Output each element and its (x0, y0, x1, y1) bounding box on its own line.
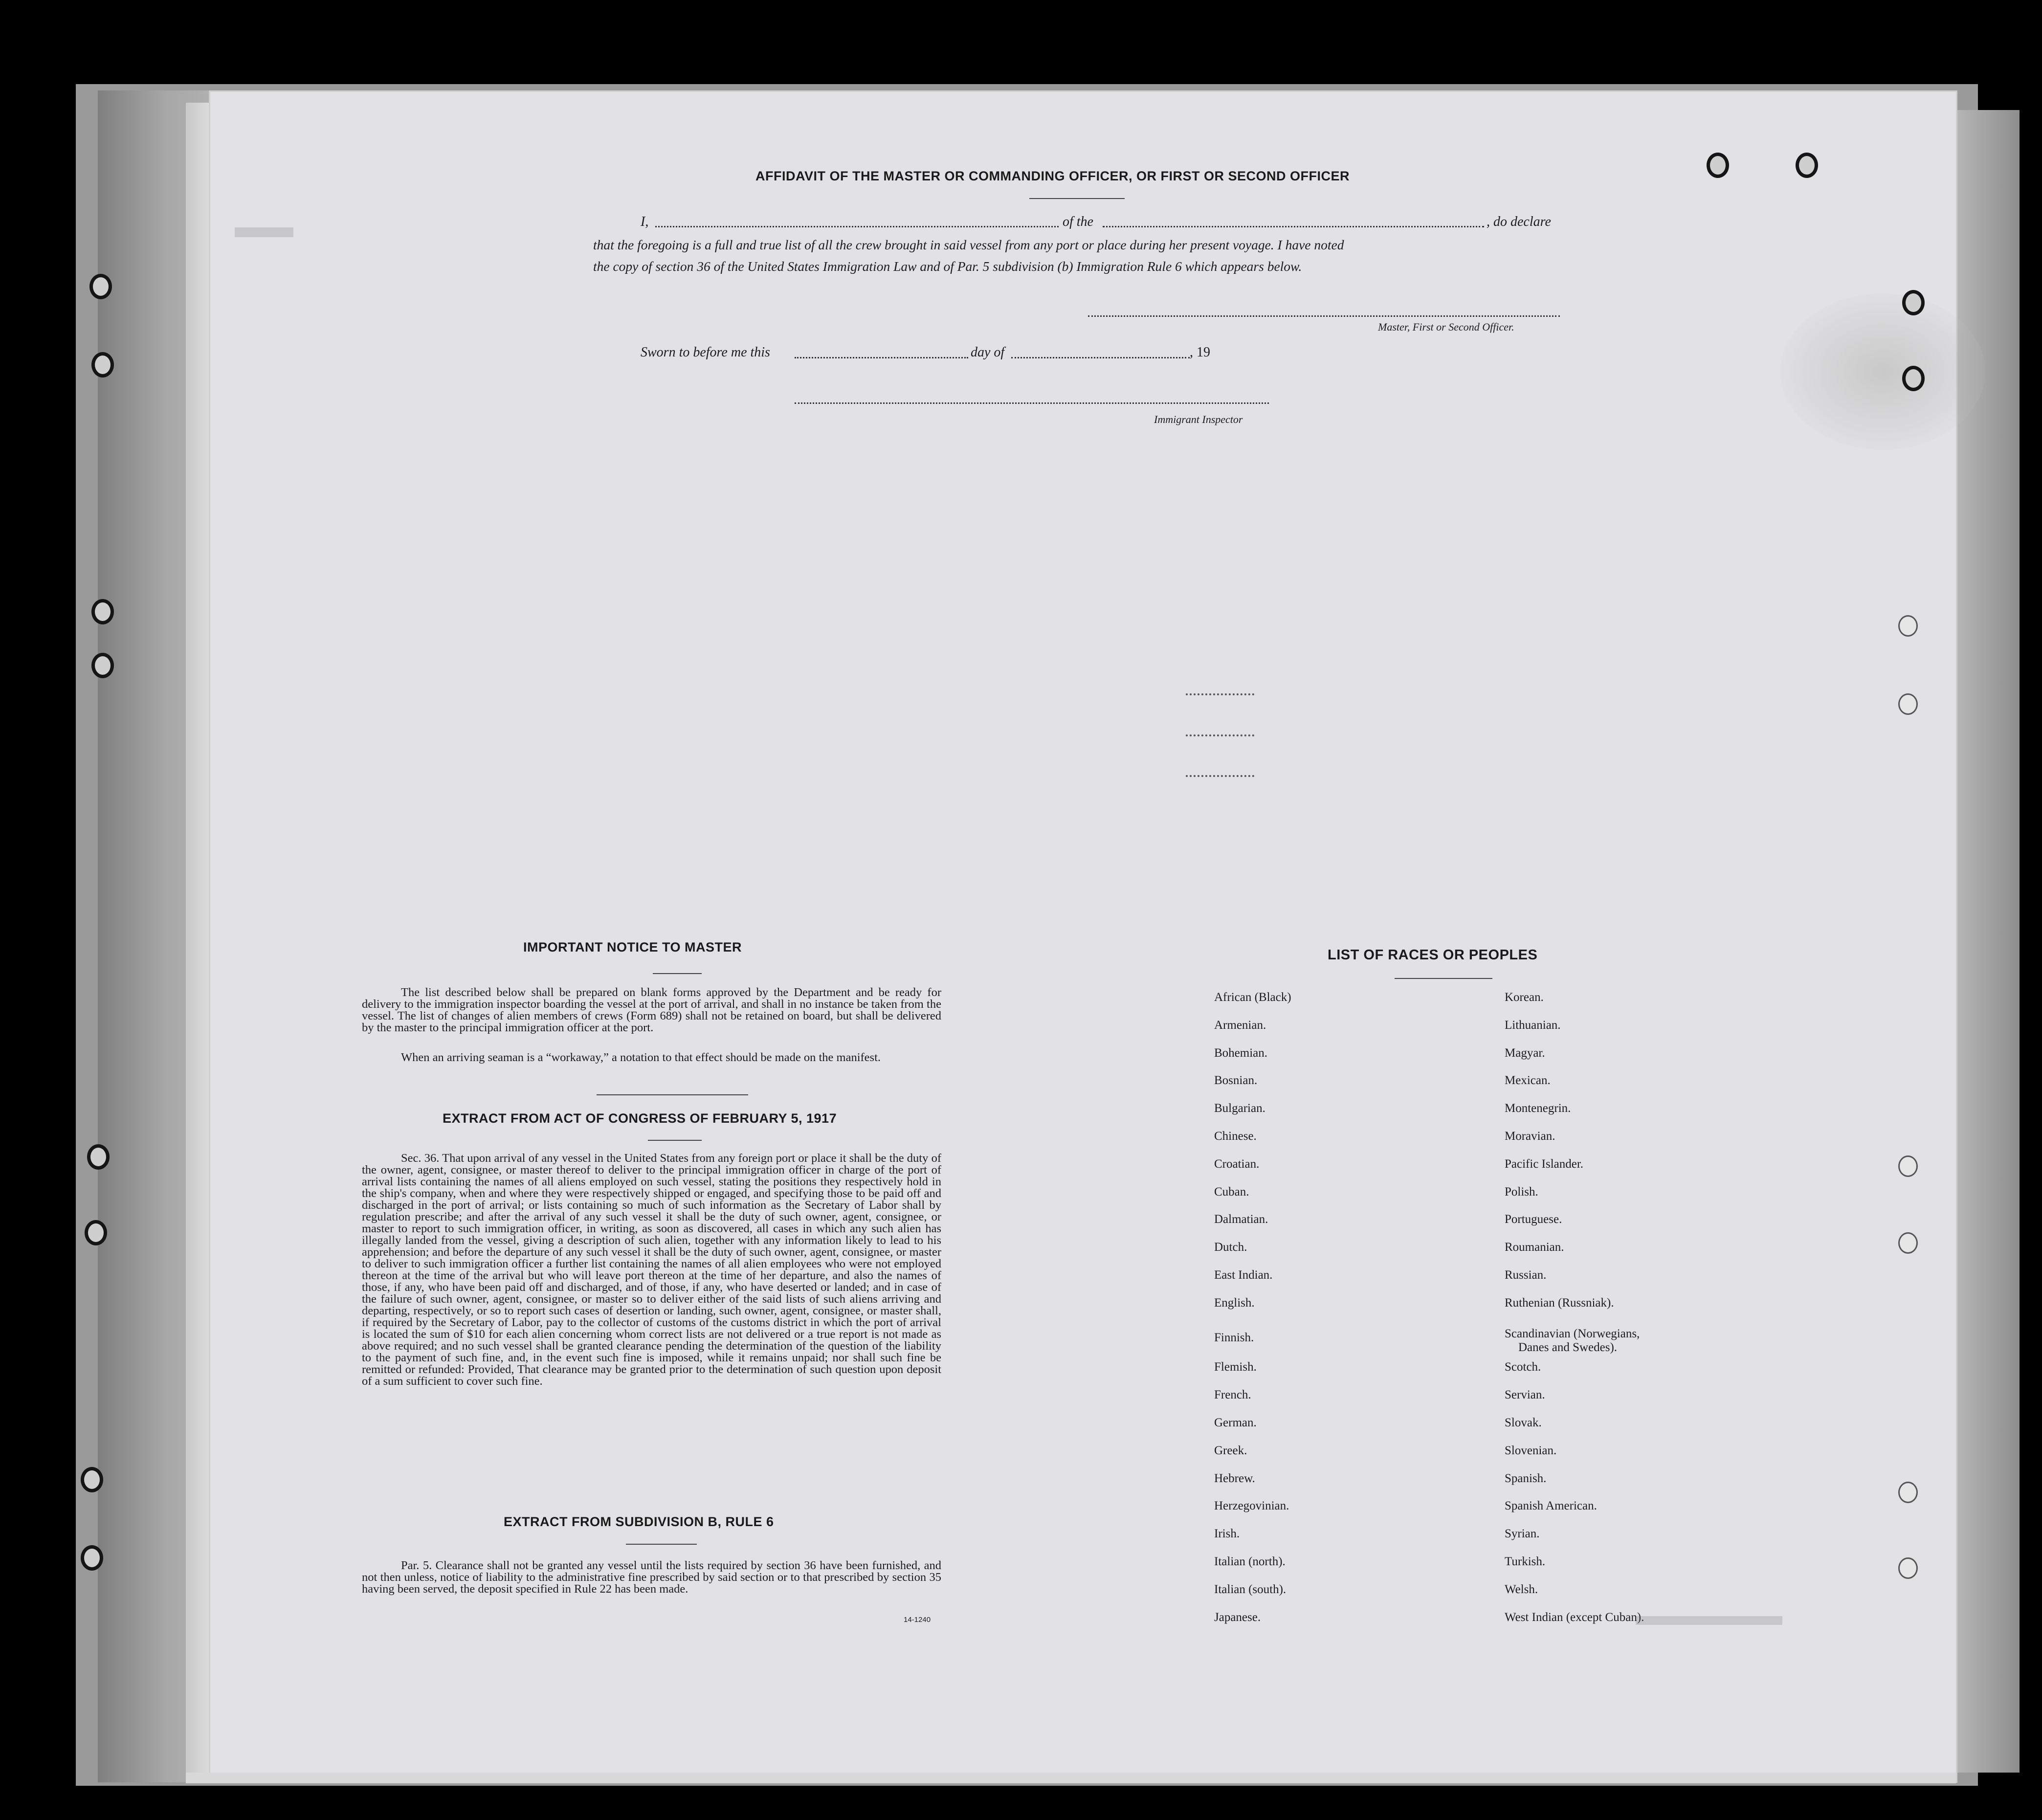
race-item: Ruthenian (Russniak). (1505, 1296, 1614, 1310)
punch-hole-icon (1796, 153, 1818, 178)
race-item: Hebrew. (1214, 1471, 1255, 1485)
race-item: Syrian. (1505, 1527, 1540, 1541)
punch-hole-icon (91, 599, 114, 624)
race-item: Portuguese. (1505, 1213, 1562, 1226)
punch-hole-icon (1898, 1557, 1918, 1579)
race-item: French. (1214, 1388, 1251, 1402)
punch-hole-icon (1898, 615, 1918, 637)
race-item: Italian (north). (1214, 1555, 1286, 1568)
sheet-left-edge (186, 103, 210, 1775)
race-item: Spanish American. (1505, 1499, 1597, 1513)
extract-rule-rule (626, 1544, 697, 1545)
race-item: Bulgarian. (1214, 1102, 1265, 1115)
punch-hole-icon (1898, 693, 1918, 715)
race-item: Herzegovinian. (1214, 1499, 1289, 1513)
race-item: Danes and Swedes). (1518, 1340, 1618, 1354)
race-item: Welsh. (1505, 1582, 1538, 1596)
race-item: Mexican. (1505, 1074, 1551, 1088)
extract-rule-title: EXTRACT FROM SUBDIVISION B, RULE 6 (504, 1514, 774, 1529)
extract-act-text (362, 1153, 941, 1387)
race-item: Japanese. (1214, 1610, 1261, 1624)
inspector-label: Immigrant Inspector (1154, 413, 1243, 425)
extract-act-rule (648, 1140, 702, 1141)
document-sheet (210, 92, 1956, 1781)
race-item: Roumanian. (1505, 1241, 1564, 1254)
punch-hole-icon (91, 653, 114, 678)
faded-stamp (1780, 293, 1985, 450)
races-title: LIST OF RACES OR PEOPLES (1328, 947, 1538, 963)
punch-hole-icon (87, 1144, 110, 1170)
race-item: Pacific Islander. (1505, 1157, 1584, 1171)
notice-paragraph-2: When an arriving seaman is a “workaway,” a notation to that effect should be made on the manifest. (401, 1051, 881, 1064)
title-rule (1029, 198, 1125, 199)
name-blank (655, 226, 1059, 227)
race-item: Magyar. (1505, 1046, 1545, 1060)
race-item: Lithuanian. (1505, 1018, 1561, 1032)
race-item: Dalmatian. (1214, 1213, 1268, 1226)
race-item: Polish. (1505, 1185, 1538, 1199)
race-item: Italian (south). (1214, 1582, 1287, 1596)
race-item: Dutch. (1214, 1241, 1247, 1254)
races-rule (1395, 978, 1492, 979)
ink-smudge (235, 227, 293, 237)
race-item: Turkish. (1505, 1555, 1546, 1568)
affidavit-title: AFFIDAVIT OF THE MASTER OR COMMANDING OFFICER, OR FIRST OR SECOND OFFICER (755, 169, 1350, 183)
affidavit-line-2: that the foregoing is a full and true list of all the crew brought in said vessel from any port or place during her present voyage. I have noted (593, 237, 1344, 252)
punch-hole-icon (1902, 366, 1925, 391)
punch-hole-icon (1898, 1232, 1918, 1254)
punch-hole-icon (1898, 1482, 1918, 1503)
race-item: Montenegrin. (1505, 1102, 1571, 1115)
punch-hole-icon (1707, 153, 1729, 178)
master-signature-label: Master, First or Second Officer. (1378, 321, 1514, 333)
race-item: Russian. (1505, 1268, 1547, 1282)
race-item: Servian. (1505, 1388, 1545, 1402)
race-item: East Indian. (1214, 1268, 1273, 1282)
section-rule (597, 1094, 748, 1095)
notice-paragraph-1: The list described below shall be prepared on blank forms approved by the Department and be ready for delivery to the immigration inspector boarding the vessel at the port of arrival, and shall in no instance be taken from the vessel. The list of changes of alien members of crews (Form 689) shall not be retained on board, but shall be delivered by the master to the principal immigration officer at the port. (362, 986, 941, 1034)
sheet-bottom-edge (186, 1773, 1956, 1783)
race-item: Chinese. (1214, 1130, 1257, 1143)
affidavit-i-label: I, (641, 214, 649, 229)
extract-rule-text: Par. 5. Clearance shall not be granted any vessel until the lists required by section 36 have been furnished, and not then unless, notice of liability to the administrative fine prescribed by said section or to that prescribed by section 35 having been served, the deposit specified in Rule 22 has been made. (362, 1559, 941, 1596)
year-label: , 19 (1190, 345, 1210, 360)
sec-text: That upon arrival of any vessel in the United States from any foreign port or place it shall be the duty of the owner, agent, consignee, or master thereof to deliver to the principal immigration officer in charge of the port of arrival lists containing the names of all aliens employed on such vessel, stating the positions they respectively hold in the ship's company, when and where they were respectively shipped or engaged, and specifying those to be paid off and discharged in the port of arrival; or lists containing so much of such information as the Secretary of Labor shall by regulation prescribe; and after the arrival of any such vessel it shall be the duty of such owner, agent, consignee, or master to report to such immigration officer, in writing, as soon as discovered, all cases in which any such alien has illegally landed from the vessel, giving a description of such alien, together with any information likely to lead to his apprehension; and before the departure of any such vessel it shall be the duty of such owner, agent, consignee, or master to deliver to such immigration officer a further list containing the names of all alien employees who were not employed thereon at the time of the arrival but who will leave port thereon at the time of her departure, and also the names of those, if any, who have been paid off and discharged, and of those, if any, who have deserted or landed; and in case of the failure of such owner, agent, consignee, or master so to deliver either of the said lists of such aliens arriving and departing, respectively, or so to report such cases of desertion or landing, such owner, agent, consignee, or master shall, if required by the Secretary of Labor, pay to the collector of customs of the customs district in which the port of arrival is located the sum of $10 for each alien concerning whom correct lists are not delivered or a true report is not made as above required; and no such vessel shall be granted clearance pending the determination of the question of the liability to the payment of such fine, and, in the event such fine is imposed, while it remains unpaid; nor shall such fine be remitted or refunded: Provided, That clearance may be granted prior to the determination of such question upon deposit of a sum sufficient to cover such fine. (362, 1152, 942, 1388)
race-item: Korean. (1505, 991, 1544, 1004)
notice-rule (653, 973, 702, 974)
inspector-signature-line (795, 402, 1269, 404)
center-dots (1186, 734, 1254, 736)
punch-hole-icon (1898, 1155, 1918, 1177)
punch-hole-icon (85, 1220, 107, 1245)
form-number: 14-1240 (904, 1616, 931, 1624)
race-item: Moravian. (1505, 1130, 1555, 1143)
race-item: Finnish. (1214, 1331, 1254, 1344)
ink-smudge (1636, 1616, 1782, 1625)
race-item: Flemish. (1214, 1360, 1257, 1374)
day-blank (795, 357, 968, 358)
vessel-blank (1103, 226, 1484, 227)
affidavit-of-the-label: of the (1063, 214, 1093, 229)
master-signature-line (1088, 315, 1560, 317)
race-item: Croatian. (1214, 1157, 1260, 1171)
center-dots (1186, 693, 1254, 695)
month-blank (1011, 357, 1190, 358)
race-item: African (Black) (1214, 991, 1291, 1004)
punch-hole-icon (1902, 290, 1925, 315)
affidavit-line-3: the copy of section 36 of the United States Immigration Law and of Par. 5 subdivision (b) Immigration Rule 6 which appears below. (593, 259, 1302, 274)
notice-title: IMPORTANT NOTICE TO MASTER (523, 940, 742, 954)
race-item: Bosnian. (1214, 1074, 1258, 1088)
race-item: German. (1214, 1416, 1257, 1429)
punch-hole-icon (89, 274, 112, 299)
sworn-label: Sworn to before me this (641, 345, 770, 360)
punch-hole-icon (81, 1545, 103, 1571)
race-item: English. (1214, 1296, 1255, 1310)
sec-label: Sec. 36. (401, 1152, 440, 1165)
race-item: Irish. (1214, 1527, 1240, 1541)
race-item: Slovak. (1505, 1416, 1542, 1429)
race-item: Slovenian. (1505, 1443, 1557, 1457)
race-item: Spanish. (1505, 1471, 1547, 1485)
race-item: Bohemian. (1214, 1046, 1268, 1060)
extract-act-title: EXTRACT FROM ACT OF CONGRESS OF FEBRUARY 5, 1917 (443, 1111, 837, 1126)
race-item: West Indian (except Cuban). (1505, 1610, 1644, 1624)
affidavit-declare-label: , do declare (1487, 214, 1551, 229)
race-item: Cuban. (1214, 1185, 1249, 1199)
punch-hole-icon (91, 352, 114, 377)
day-of-label: day of (971, 345, 1005, 360)
punch-hole-icon (81, 1467, 103, 1492)
race-item: Scandinavian (Norwegians, (1505, 1327, 1640, 1340)
race-item: Scotch. (1505, 1360, 1541, 1374)
center-dots (1186, 775, 1254, 777)
race-item: Greek. (1214, 1443, 1247, 1457)
race-item: Armenian. (1214, 1018, 1266, 1032)
